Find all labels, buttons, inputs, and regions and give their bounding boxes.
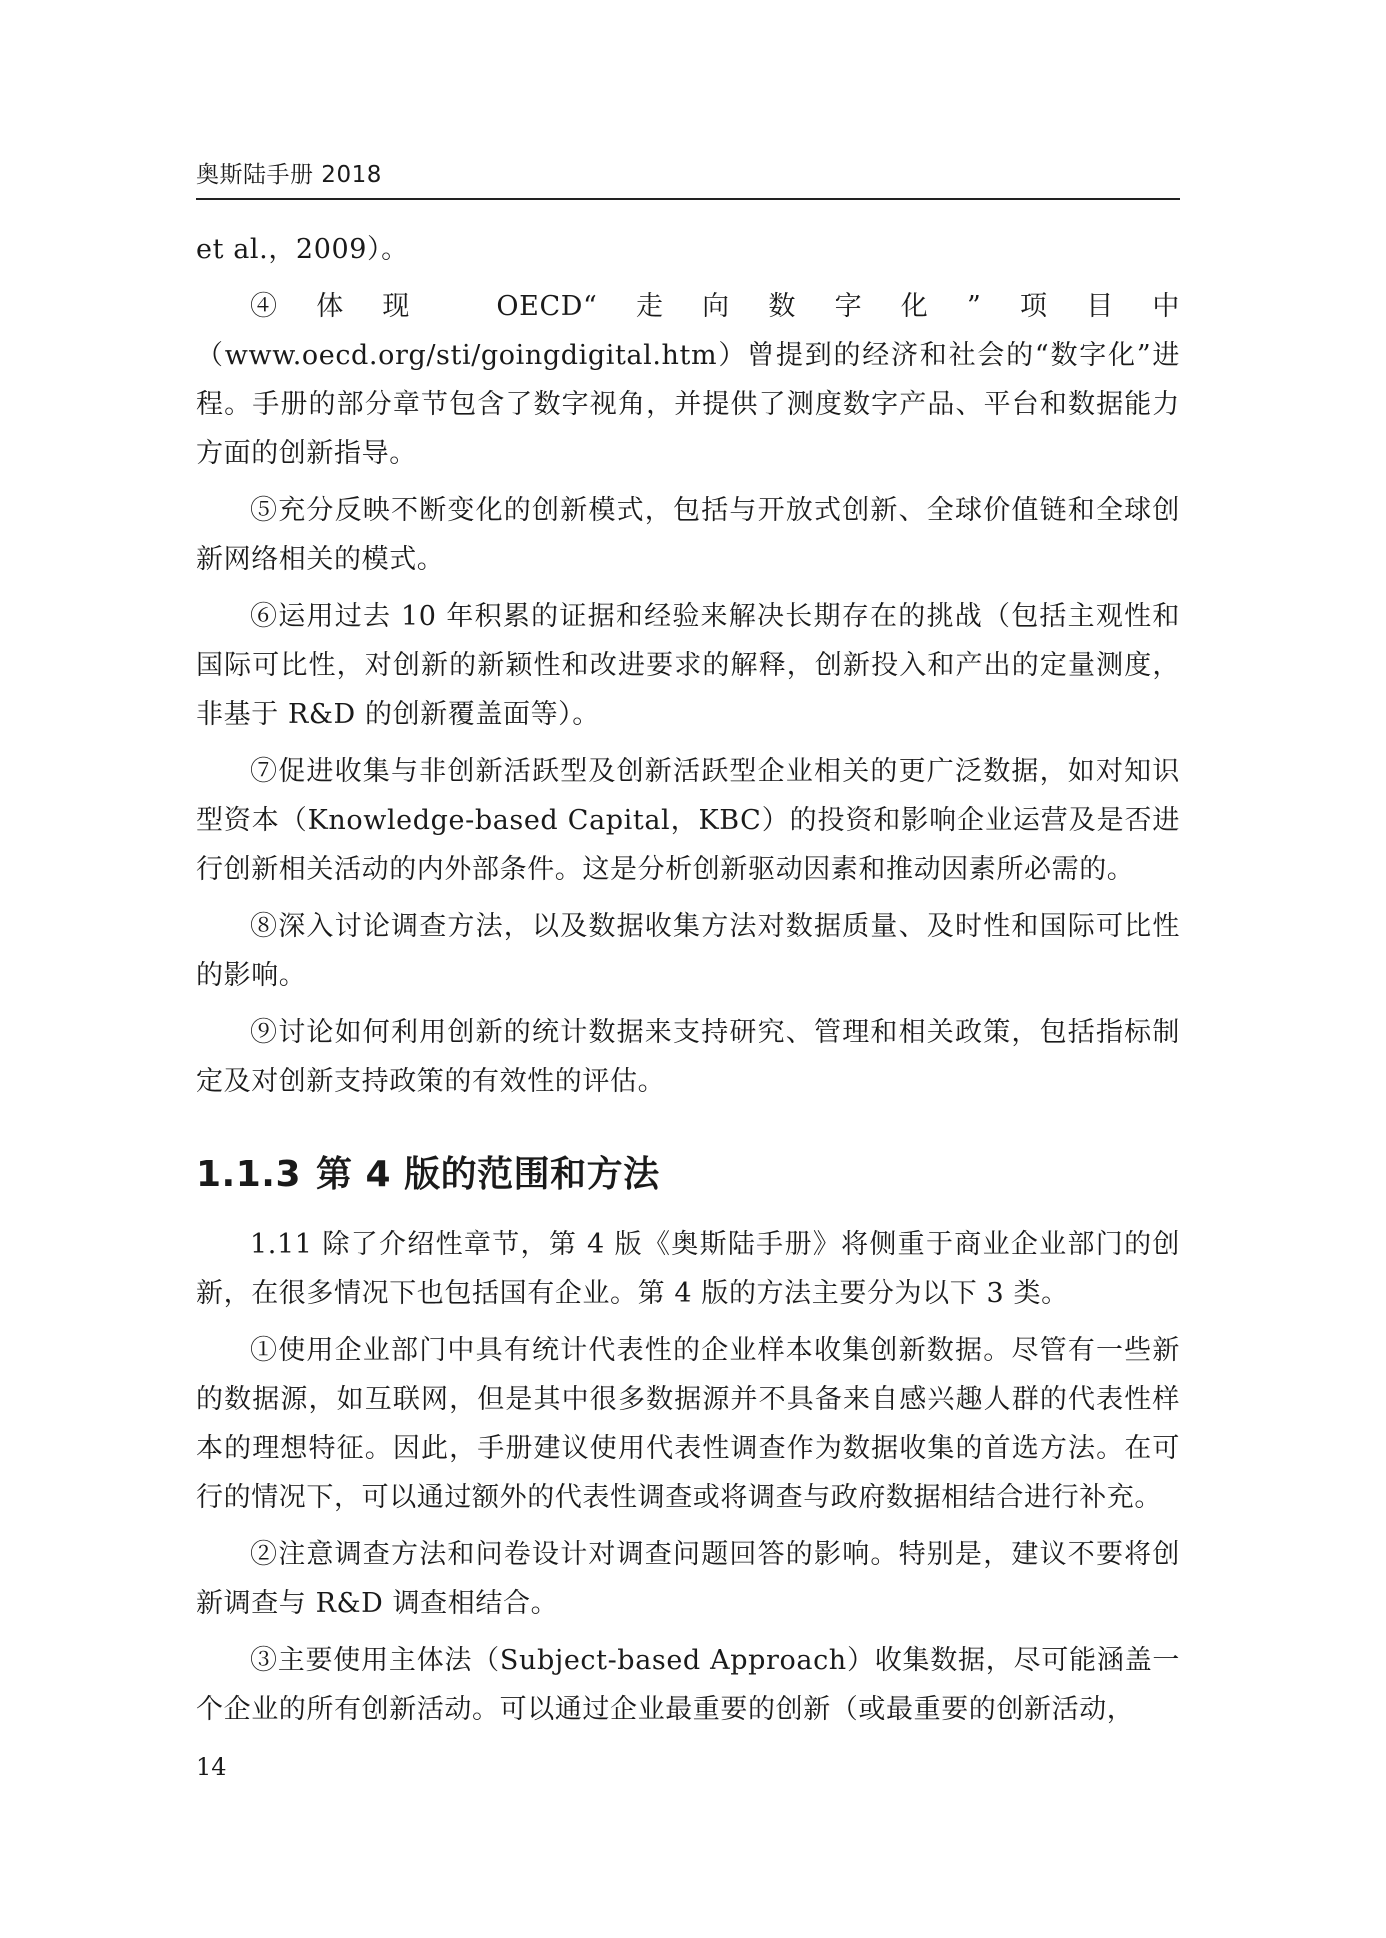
list-item-7: ⑦促进收集与非创新活跃型及创新活跃型企业相关的更广泛数据，如对知识型资本（Knowledge-based Capital，KBC）的投资和影响企业运营及是否进行创新相关活动的内外部条件。这是分析创新驱动因素和推动因素所必需的。 xyxy=(196,756,1180,885)
method-item-2: ②注意调查方法和问卷设计对调查问题回答的影响。特别是，建议不要将创新调查与 R&D 调查相结合。 xyxy=(196,1539,1180,1619)
paragraph-continuation: et al.，2009）。 xyxy=(196,234,409,265)
list-item-8: ⑧深入讨论调查方法，以及数据收集方法对数据质量、及时性和国际可比性的影响。 xyxy=(196,911,1180,991)
section-number: 1.1.3 xyxy=(196,1154,301,1195)
list-item-4: ④体现 OECD“走向数字化”项目中（www.oecd.org/sti/goingdigital.htm）曾提到的经济和社会的“数字化”进程。手册的部分章节包含了数字视角，并提供了测度数字产品、平台和数据能力方面的创新指导。 xyxy=(196,291,1180,469)
section-heading xyxy=(196,1150,1180,1200)
method-item-3: ③主要使用主体法（Subject-based Approach）收集数据，尽可能涵盖一个企业的所有创新活动。可以通过企业最重要的创新（或最重要的创新活动， xyxy=(196,1645,1180,1725)
page-content xyxy=(196,225,1180,1742)
running-header: 奥斯陆手册 2018 xyxy=(196,162,382,188)
list-item-5: ⑤充分反映不断变化的创新模式，包括与开放式创新、全球价值链和全球创新网络相关的模式。 xyxy=(196,495,1180,575)
page-number: 14 xyxy=(196,1753,227,1781)
method-item-1: ①使用企业部门中具有统计代表性的企业样本收集创新数据。尽管有一些新的数据源，如互联网，但是其中很多数据源并不具备来自感兴趣人群的代表性样本的理想特征。因此，手册建议使用代表性调查作为数据收集的首选方法。在可行的情况下，可以通过额外的代表性调查或将调查与政府数据相结合进行补充。 xyxy=(196,1335,1180,1513)
list-item-6: ⑥运用过去 10 年积累的证据和经验来解决长期存在的挑战（包括主观性和国际可比性，对创新的新颖性和改进要求的解释，创新投入和产出的定量测度，非基于 R&D 的创新覆盖面等）。 xyxy=(196,601,1180,730)
section-title: 第 4 版的范围和方法 xyxy=(316,1154,660,1195)
paragraph-1-11: 1.11 除了介绍性章节，第 4 版《奥斯陆手册》将侧重于商业企业部门的创新，在很多情况下也包括国有企业。第 4 版的方法主要分为以下 3 类。 xyxy=(196,1229,1180,1309)
list-item-9: ⑨讨论如何利用创新的统计数据来支持研究、管理和相关政策，包括指标制定及对创新支持政策的有效性的评估。 xyxy=(196,1017,1180,1097)
header-rule xyxy=(196,198,1180,200)
